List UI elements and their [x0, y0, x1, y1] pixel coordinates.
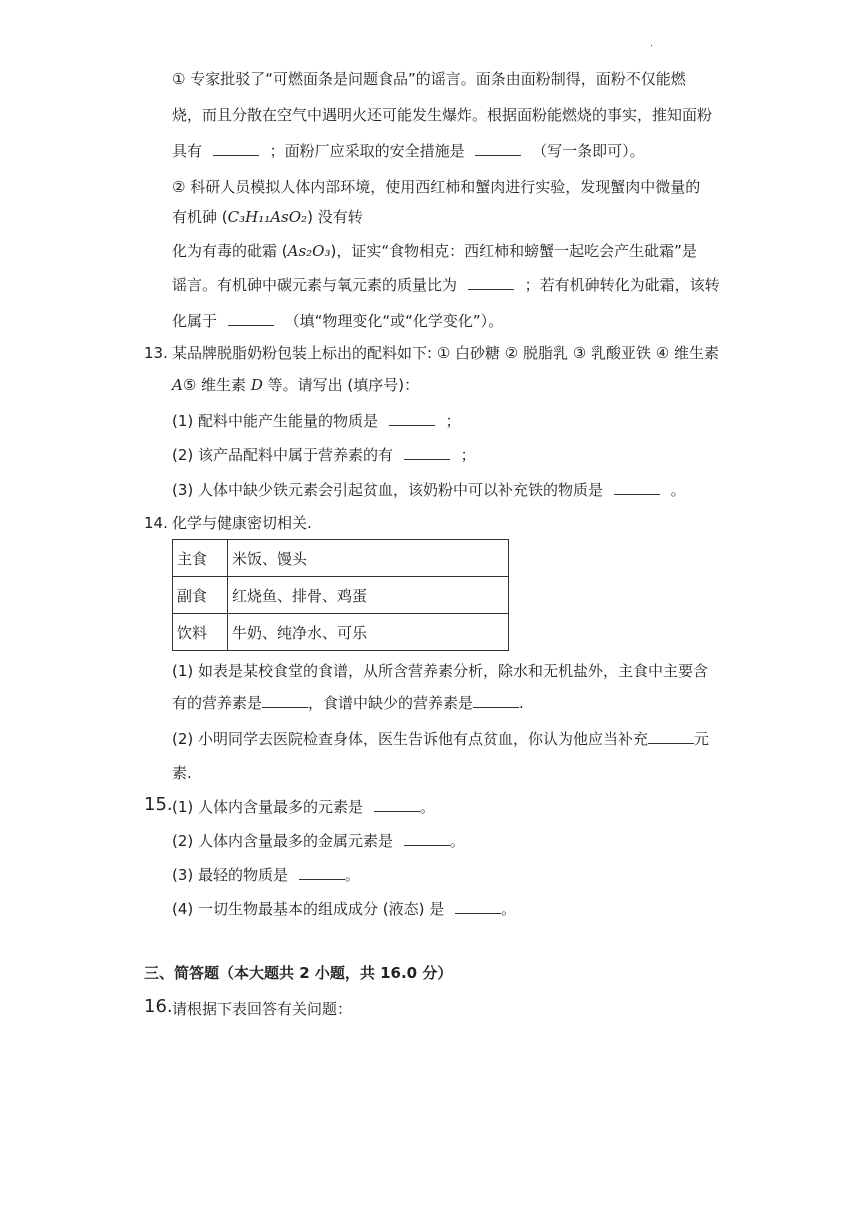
q12-line-6: [172, 240, 697, 262]
page-mark: .: [650, 38, 654, 49]
q12-line-8: [172, 310, 503, 332]
table-cell-category: 主食: [173, 540, 228, 577]
answer-blank[interactable]: [468, 275, 514, 290]
answer-blank[interactable]: [614, 480, 660, 495]
q14-sub-2-line-1: [172, 728, 709, 750]
answer-blank[interactable]: [475, 141, 521, 156]
q12-line-3: [172, 140, 645, 162]
table-row: [173, 614, 509, 651]
table-cell-items: 牛奶、纯净水、可乐: [228, 614, 509, 651]
q15-sub-4: [172, 898, 516, 920]
q15-text: (3) 最轻的物质是: [172, 866, 289, 884]
q12-text: 具有: [172, 142, 203, 160]
question-number: 14.: [144, 514, 168, 532]
answer-blank[interactable]: [648, 729, 694, 744]
answer-blank[interactable]: [299, 865, 345, 880]
answer-blank[interactable]: [473, 693, 519, 708]
table-cell-category: 饮料: [173, 614, 228, 651]
q13-text: 。: [670, 481, 686, 499]
answer-blank[interactable]: [404, 445, 450, 460]
q14-text: 元: [694, 730, 710, 748]
q12-text: )，证实“食物相克：西红柿和螃蟹一起吃会产生砒霜”是: [330, 242, 697, 260]
q12-line-2: 烧，而且分散在空气中遇明火还可能发生爆炸。根据面粉能燃烧的事实，推知面粉: [172, 106, 713, 124]
q15-text: 。: [449, 832, 465, 850]
q12-text: ；面粉厂应采取的安全措施是: [269, 142, 465, 160]
question-number: 16.: [144, 996, 173, 1017]
q14-text: (2) 小明同学去医院检查身体，医生告诉他有点贫血，你认为他应当补充: [172, 730, 649, 748]
q15-text: 。: [419, 798, 435, 816]
table-cell-items: 米饭、馒头: [228, 540, 509, 577]
arsenic-trioxide-formula: As₂O₃: [287, 242, 331, 260]
table-cell-items: 红烧鱼、排骨、鸡蛋: [228, 577, 509, 614]
menu-table: [172, 539, 509, 651]
answer-blank[interactable]: [228, 311, 274, 326]
q13-text: ；: [445, 412, 461, 430]
q13-text: (1) 配料中能产生能量的物质是: [172, 412, 379, 430]
q13-sub-3: [172, 479, 686, 501]
q15-text: (4) 一切生物最基本的组成成分 (液态) 是: [172, 900, 445, 918]
q14-text: ，食谱中缺少的营养素是: [308, 694, 474, 712]
answer-blank[interactable]: [389, 411, 435, 426]
section-heading: 三、简答题（本大题共 2 小题，共 16.0 分）: [144, 964, 453, 982]
answer-blank[interactable]: [374, 797, 420, 812]
q15-sub-2: [172, 830, 465, 852]
q15-text: 。: [501, 900, 517, 918]
vitamin-letter: D: [250, 376, 263, 394]
q14-sub-2-line-2: 素.: [172, 764, 192, 782]
q13-text: 等。请写出 (填序号)：: [267, 376, 420, 394]
q13-text: ⑤ 维生素: [182, 376, 247, 394]
q13-text: (3) 人体中缺少铁元素会引起贫血，该奶粉中可以补充铁的物质是: [172, 481, 604, 499]
q13-line-2: [172, 374, 419, 396]
q15-text: 。: [344, 866, 360, 884]
q12-text: （写一条即可）。: [532, 142, 645, 160]
answer-blank[interactable]: [404, 831, 450, 846]
table-row: [173, 540, 509, 577]
answer-blank[interactable]: [455, 899, 501, 914]
q14-text: .: [519, 694, 524, 712]
q12-text: 谣言。有机砷中碳元素与氧元素的质量比为: [172, 276, 458, 294]
q12-line-1: ① 专家批驳了“可燃面条是问题食品”的谣言。面条由面粉制得，面粉不仅能燃: [172, 70, 686, 88]
q12-line-4: ② 科研人员模拟人体内部环境，使用西红柿和蟹肉进行实验，发现蟹肉中微量的: [172, 178, 701, 196]
q15-sub-3: [172, 864, 360, 886]
q14-sub-1-line-2: [172, 692, 524, 714]
q15-sub-1: [172, 796, 435, 818]
q14-text: 有的营养素是: [172, 694, 263, 712]
q12-text: 化为有毒的砒霜 (: [172, 242, 288, 260]
table-cell-category: 副食: [173, 577, 228, 614]
question-number: 15.: [144, 794, 173, 815]
q14-sub-1-line-1: (1) 如表是某校食堂的食谱，从所含营养素分析，除水和无机盐外，主食中主要含: [172, 662, 709, 680]
q13-sub-1: [172, 410, 461, 432]
q13-sub-2: [172, 444, 476, 466]
q12-text: ；若有机砷转化为砒霜，该转: [524, 276, 720, 294]
q15-text: (1) 人体内含量最多的元素是: [172, 798, 364, 816]
q12-text: 有机砷 (: [172, 208, 228, 226]
answer-blank[interactable]: [262, 693, 308, 708]
question-number: 13.: [144, 344, 168, 362]
q13-text: (2) 该产品配料中属于营养素的有: [172, 446, 394, 464]
vitamin-letter: A: [172, 376, 183, 394]
q12-line-5: [172, 206, 363, 228]
q12-text: 化属于: [172, 312, 218, 330]
q12-line-7: [172, 274, 720, 296]
q12-text: ) 没有转: [307, 208, 363, 226]
organic-arsenic-formula: C₃H₁₁AsO₂: [227, 208, 308, 226]
q13-text: ；: [460, 446, 476, 464]
q14-title: 化学与健康密切相关.: [172, 514, 312, 532]
q12-text: （填“物理变化“或“化学变化”）。: [284, 312, 504, 330]
q15-text: (2) 人体内含量最多的金属元素是: [172, 832, 394, 850]
q13-line-1: 某品牌脱脂奶粉包装上标出的配料如下: ① 白砂糖 ② 脱脂乳 ③ 乳酸亚铁 ④ 维生素: [172, 344, 719, 362]
answer-blank[interactable]: [213, 141, 259, 156]
table-row: [173, 577, 509, 614]
q16-text: 请根据下表回答有关问题：: [172, 1000, 353, 1018]
